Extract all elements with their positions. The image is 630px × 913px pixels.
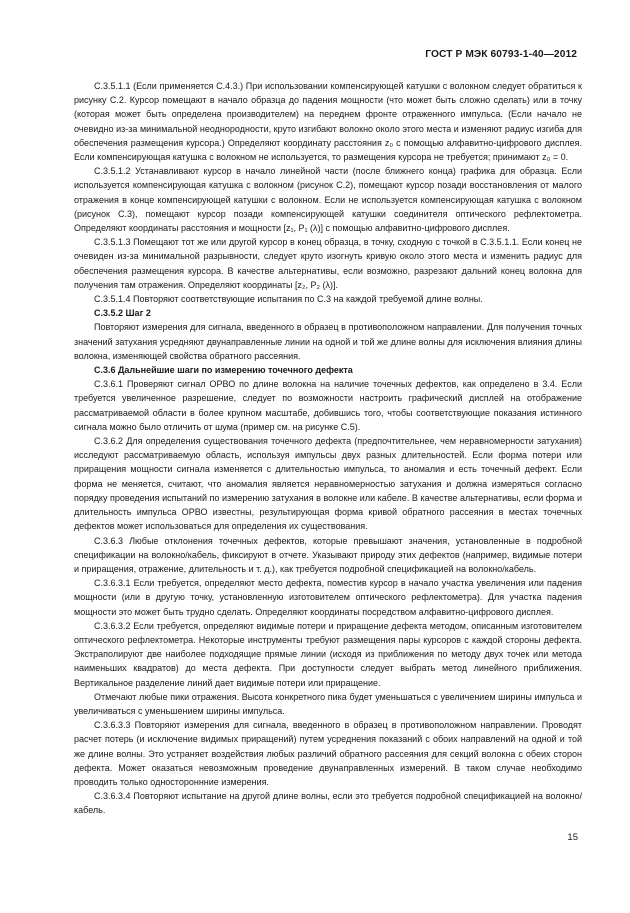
paragraph: С.3.6.3.3 Повторяют измерения для сигнала, введенного в образец в противоположном направлении. Проводят расчет потерь (и исключение видимых приращений) путем усреднения показаний с обоих направлений на одной и той же длине волны. Это устраняет воздействия любых различий обратного рассеяния для секций волокна с обеих сторон дефекта. Может оказаться невозможным проведение двунаправленных измерений. В таком случае необходимо проводить только одностороннние измерения. (74, 720, 582, 787)
page-number: 15 (567, 832, 578, 843)
paragraph: С.3.6.3 Любые отклонения точечных дефектов, которые превышают значения, установленные в подробной спецификации на волокно/кабель, фиксируют в отчете. Указывают природу этих дефектов (например, видимые потери и приращения, отражение, длительность и т. д.), как требуется подробной спецификацией на волокно/кабель. (74, 535, 582, 574)
paragraph: С.3.6.3.4 Повторяют испытание на другой длине волны, если это требуется подробной спецификацией на волокно/кабель. (74, 791, 582, 816)
paragraph: С.3.5.1.2 Устанавливают курсор в начало линейной части (после ближнего конца) графика для образца. Если используется компенсирующая катушка с волокном (рисунок С.2), помещают курсор позади восстановления от малого отражения в конце компенсирующей катушки с волокном. Если не используется компенсирующая катушка с волокном (рисунок С.3), помещают курсор позади компенсирующей катушки соединителя оптического рефлектометра. Определяют координаты расстояния и мощности [z₁, P₁ (λ)] с помощью алфавитно-цифрового дисплея. (74, 166, 582, 234)
paragraph: С.3.6.3.1 Если требуется, определяют место дефекта, поместив курсор в начало участка увеличения или падения мощности (или в другую точку, установленную изготовителем оптического рефлектометра). Для участка падения мощности это может быть трудно сделать. Определяют координаты посредством алфавитно-цифрового дисплея. (74, 578, 582, 617)
paragraph: С.3.6.2 Для определения существования точечного дефекта (предпочтительнее, чем неравномерности затухания) исследуют рассматриваемую область, используя импульсы двух разных длительностей. Если форма потери или приращения мощности сигнала изменяется с длительностью импульса, то аномалия и есть точечный дефект. Если форма не меняется, считают, что аномалия является неравномерностью затухания и должна измеряться согласно порядку проведения испытаний по измерению затухания в волокне или кабеле. В качестве альтернативы, если форма и длительность импульса ОРВО известны, результирующая форма кривой обратного рассеяния в местах точечных дефектов может использоваться для определения их существования. (74, 436, 582, 532)
paragraph: Отмечают любые пики отражения. Высота конкретного пика будет уменьшаться с увеличением ширины импульса и увеличиваться с уменьшением ширины импульса. (74, 691, 582, 716)
document-header: ГОСТ Р МЭК 60793-1-40—2012 (425, 49, 577, 60)
paragraph: С.3.5.1.4 Повторяют соответствующие испытания по С.3 на каждой требуемой длине волны. (94, 294, 483, 305)
document-body (74, 79, 582, 818)
paragraph: С.3.5.1.1 (Если применяется С.4.3.) При использовании компенсирующей катушки с волокном следует обратиться к рисунку С.2. Курсор помещают в начало образца до падения мощности (что может быть сложно сделать) или в точку (которая может быть определена производителем) на переднем фронте отраженного импульса. (Если начало не очевидно из-за минимальной неоднородности, круто изгибают волокно около этого места и изменяют радиус изгиба для обеспечения размещения курсора.) Определяют координату расстояния z₀ с помощью алфавитно-цифрового дисплея. Если компенсирующая катушка с волокном не используется, то размещения курсора не требуется; принимают z₀ = 0. (74, 81, 582, 163)
paragraph: С.3.5.1.3 Помещают тот же или другой курсор в конец образца, в точку, сходную с точкой в С.3.5.1.1. Если конец не очевиден из-за минимальной разрывности, следует круто изогнуть кривую около этого места и изменить радиус для обеспечения размещения курсора. В качестве альтернативы, если возможно, разрезают дальний конец волокна для получения там отражения. Определяют координаты [z₂, P₂ (λ)]. (74, 237, 582, 290)
section-heading: С.3.5.2 Шаг 2 (94, 308, 151, 319)
section-heading: С.3.6 Дальнейшие шаги по измерению точечного дефекта (94, 365, 353, 376)
paragraph: Повторяют измерения для сигнала, введенного в образец в противоположном направлении. Для получения точных значений затухания усредняют двунаправленные линии на одной и той же длине волны для исключения влияния длины волокна, изменяющей свойства обратного рассеяния. (74, 322, 582, 361)
paragraph: С.3.6.1 Проверяют сигнал ОРВО по длине волокна на наличие точечных дефектов, как определено в 3.4. Если требуется увеличенное разрешение, следует по возможности настроить графический дисплей на отображение рассматриваемой области в более крупном масштабе, добившись того, чтобы соответствующие показания истинного сигнала можно было отличить от шума (пример см. на рисунке С.5). (74, 379, 582, 432)
paragraph: С.3.6.3.2 Если требуется, определяют видимые потери и приращение дефекта методом, описанным изготовителем оптического рефлектометра. Некоторые инструменты требуют размещения пары курсоров с каждой стороны дефекта. Экстраполируют две наиболее подходящие прямые линии (исходя из приближения по методу двух точек или метода наименьших квадратов) до места дефекта. При доступности следует выбрать метод линейного приближения. Вертикальное разделение линий дает видимые потери или приращение. (74, 620, 582, 688)
